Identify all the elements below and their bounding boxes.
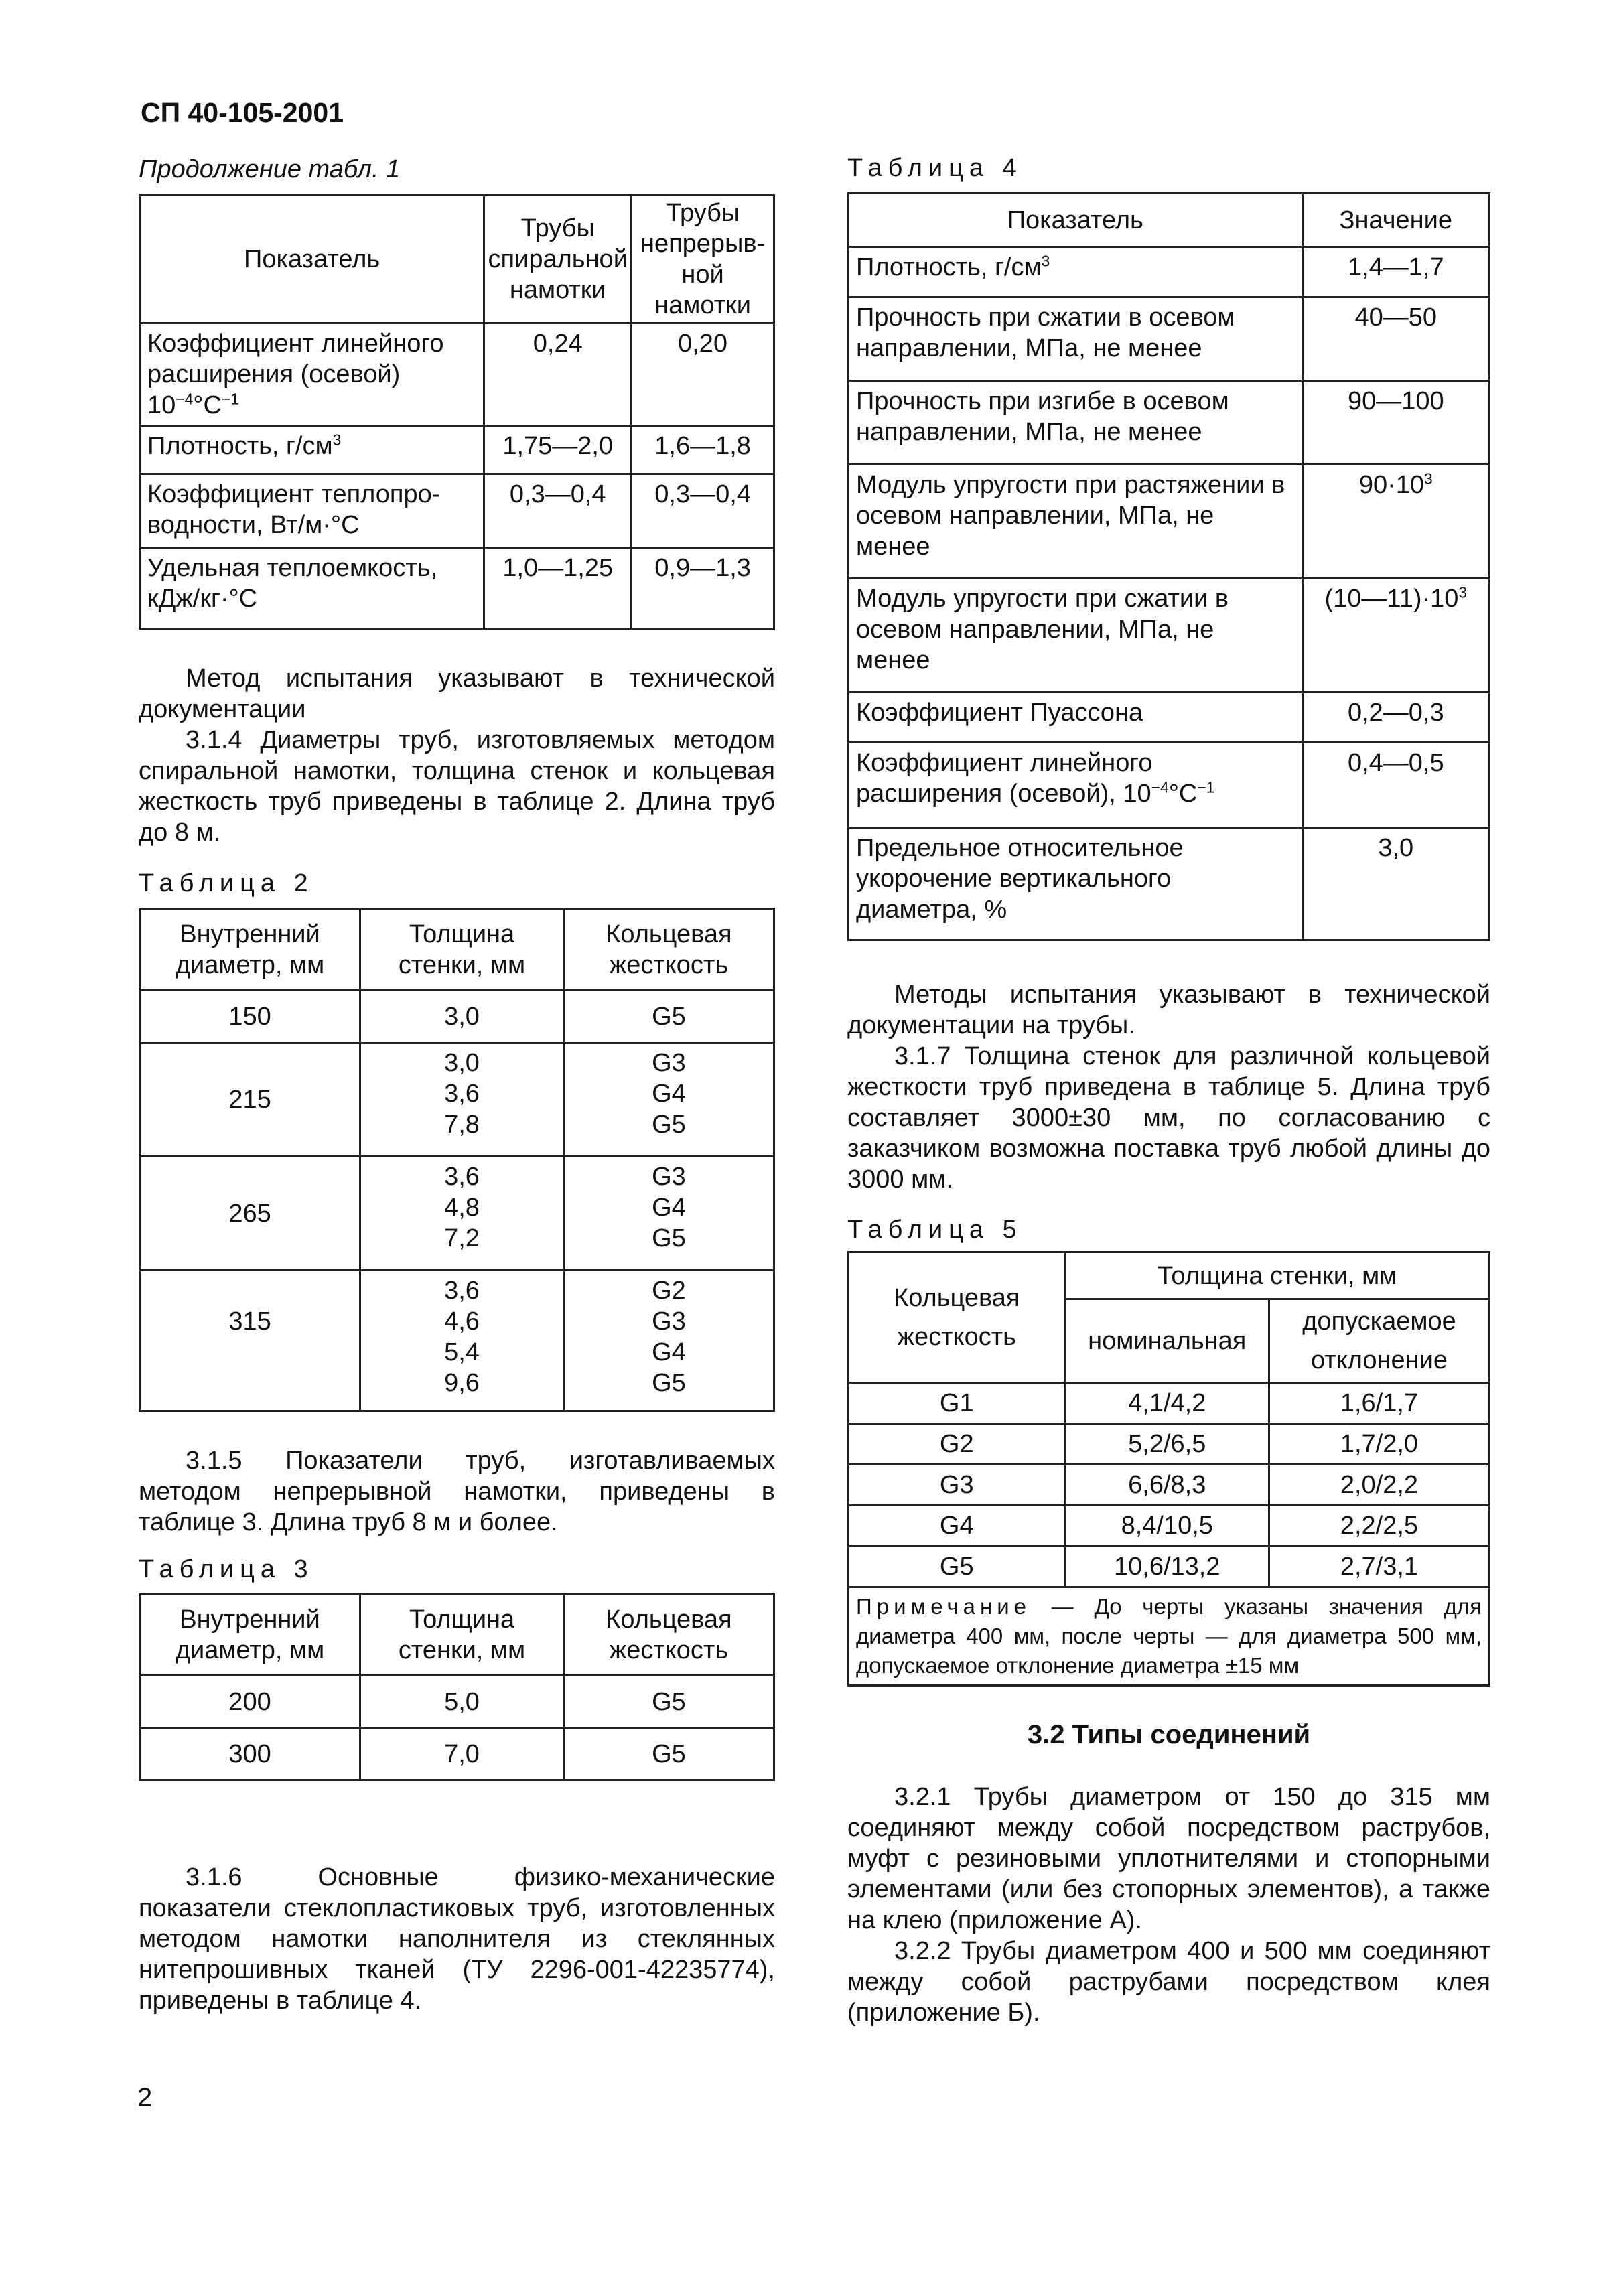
table3-cell-thickness: 7,0	[360, 1728, 564, 1780]
table2-caption: Таблица 2	[139, 869, 314, 898]
table4-cell-name: Модуль упругости при растяжении в осевом направлении, МПа, не менее	[849, 465, 1303, 579]
table-row	[140, 548, 774, 630]
table3-cell-stiffness: G5	[563, 1728, 774, 1780]
table1-cell-continuous: 0,9—1,3	[632, 548, 774, 630]
note-text: — До черты указаны значения для диаметра 400 мм, после черты — для диаметра 500 мм, допускаемое отклонение диаметра ±15 мм	[856, 1594, 1482, 1678]
table-row	[140, 1271, 774, 1411]
table4-cell-name: Прочность при сжатии в осевом направлении, МПа, не менее	[849, 297, 1303, 381]
paragraph: 3.1.4 Диаметры труб, изготовляемых методом спиральной намотки, толщина стенок и кольцевая жесткость труб приведены в таблице 2. Длина труб до 8 м.	[139, 726, 775, 847]
table-row	[140, 324, 774, 426]
table-row	[849, 465, 1490, 579]
table-row	[140, 991, 774, 1043]
table-row	[849, 1465, 1490, 1506]
table4-cell-value: 0,4—0,5	[1302, 743, 1489, 828]
table5-header-thickness-group: Толщина стенки, мм	[1065, 1252, 1489, 1299]
paragraph: 3.1.7 Толщина стенок для различной кольцевой жесткости труб приведена в таблице 5. Длина труб составляет 3000±30 мм, по согласованию с заказчиком возможна поставка труб любой длины до 3000 мм.	[847, 1042, 1490, 1194]
table4-cell-name: Предельное относительное укорочение вертикального диаметра, %	[849, 828, 1303, 940]
table1-header-indicator: Показатель	[140, 196, 484, 324]
table4-header-indicator: Показатель	[849, 194, 1303, 247]
table5-cell-stiffness: G2	[849, 1424, 1066, 1465]
table1-caption: Продолжение табл. 1	[139, 155, 401, 184]
table4	[847, 192, 1490, 941]
table5-caption: Таблица 5	[847, 1216, 1023, 1244]
paragraph: Метод испытания указывают в технической документации	[139, 664, 775, 723]
table3-header-stiffness: Кольцевая жесткость	[563, 1594, 774, 1676]
table5-cell-deviation: 2,0/2,2	[1269, 1465, 1489, 1506]
table1-cell-spiral: 1,0—1,25	[484, 548, 632, 630]
table-row	[140, 1043, 774, 1157]
table5-cell-stiffness: G4	[849, 1506, 1066, 1547]
table5	[847, 1251, 1490, 1687]
page-number: 2	[137, 2083, 153, 2112]
table-row	[849, 828, 1490, 940]
table2	[139, 908, 775, 1412]
text-block-316	[139, 1862, 775, 2016]
table4-cell-value: 1,4—1,7	[1302, 247, 1489, 297]
table5-header-stiffness: Кольцевая жесткость	[849, 1252, 1066, 1383]
table-row	[849, 1383, 1490, 1424]
text-block-after-table1	[139, 663, 775, 848]
text-block-315	[139, 1445, 775, 1538]
paragraph: 3.2.2 Трубы диаметром 400 и 500 мм соединяют между собой раструбами посредством клея (приложение Б).	[847, 1937, 1490, 2027]
table4-cell-value: 0,2—0,3	[1302, 693, 1489, 743]
table3-header-thickness: Толщина стенки, мм	[360, 1594, 564, 1676]
table2-cell-thickness: 3,0	[360, 991, 564, 1043]
table5-cell-deviation: 2,7/3,1	[1269, 1547, 1489, 1587]
section-title: 3.2 Типы соединений	[1027, 1720, 1311, 1749]
table3-header-diameter: Внутренний диаметр, мм	[140, 1594, 360, 1676]
table1-header-spiral: Трубы спиральной намотки	[484, 196, 632, 324]
table3-cell-stiffness: G5	[563, 1676, 774, 1728]
table-row	[849, 247, 1490, 297]
table5-cell-nominal: 6,6/8,3	[1065, 1465, 1269, 1506]
table1-cell-continuous: 1,6—1,8	[632, 426, 774, 474]
table-row	[140, 426, 774, 474]
table4-cell-value: $(10—11)\cdot 10^3$	[1302, 579, 1489, 693]
text-block-after-table4	[847, 979, 1490, 1195]
table2-cell-diameter: 150	[140, 991, 360, 1043]
table4-caption: Таблица 4	[847, 154, 1023, 182]
table2-cell-stiffness: G3 G4 G5	[563, 1157, 774, 1271]
table2-cell-stiffness: G5	[563, 991, 774, 1043]
table3-cell-diameter: 300	[140, 1728, 360, 1780]
table4-cell-name: Коэффициент линейного расширения (осевой), $10^{-4}^\circ C^{-1}$	[849, 743, 1303, 828]
table3	[139, 1593, 775, 1781]
table-row	[140, 474, 774, 548]
table4-cell-value: $90\cdot 10^3$	[1302, 465, 1489, 579]
table3-cell-diameter: 200	[140, 1676, 360, 1728]
note-label: Примечание	[856, 1594, 1032, 1619]
table5-note	[849, 1587, 1490, 1686]
table-row	[849, 1547, 1490, 1587]
table2-cell-diameter: 215	[140, 1043, 360, 1157]
table5-header-nominal: номинальная	[1065, 1299, 1269, 1383]
table1-cell-name: Удельная теплоемкость, кДж/кг·°С	[140, 548, 484, 630]
table5-cell-nominal: 10,6/13,2	[1065, 1547, 1269, 1587]
table1-cell-spiral: 0,3—0,4	[484, 474, 632, 548]
document-header: СП 40-105-2001	[141, 97, 344, 128]
table5-cell-nominal: 8,4/10,5	[1065, 1506, 1269, 1547]
table4-cell-value: 90—100	[1302, 381, 1489, 465]
table4-cell-name: Плотность, $г/см^3$	[849, 247, 1303, 297]
table-row	[849, 1424, 1490, 1465]
table1-cell-name: Плотность, $г/см^3$	[140, 426, 484, 474]
table1-cell-name: Коэффициент теплопро-водности, Вт/м·°С	[140, 474, 484, 548]
table2-header-diameter: Внутренний диаметр, мм	[140, 909, 360, 991]
table2-cell-stiffness: G3 G4 G5	[563, 1043, 774, 1157]
table-row	[849, 579, 1490, 693]
table5-cell-stiffness: G3	[849, 1465, 1066, 1506]
table-row	[140, 1728, 774, 1780]
table4-cell-name: Модуль упругости при сжатии в осевом направлении, МПа, не менее	[849, 579, 1303, 693]
table-row	[849, 693, 1490, 743]
table4-cell-value: 40—50	[1302, 297, 1489, 381]
table1	[139, 194, 775, 630]
table5-cell-deviation: 2,2/2,5	[1269, 1506, 1489, 1547]
table2-cell-diameter: 265	[140, 1157, 360, 1271]
table5-cell-deviation: 1,7/2,0	[1269, 1424, 1489, 1465]
table5-cell-deviation: 1,6/1,7	[1269, 1383, 1489, 1424]
paragraph: 3.2.1 Трубы диаметром от 150 до 315 мм соединяют между собой посредством раструбов, муфт с резиновыми уплотнителями и стопорными элементами (или без стопорных элементов), а также на клею (приложение А).	[847, 1783, 1490, 1934]
paragraph: 3.1.5 Показатели труб, изготавливаемых методом непрерывной намотки, приведены в таблице 3. Длина труб 8 м и более.	[139, 1447, 775, 1536]
table-row	[849, 743, 1490, 828]
table2-header-stiffness: Кольцевая жесткость	[563, 909, 774, 991]
table-row	[849, 381, 1490, 465]
table5-cell-nominal: 4,1/4,2	[1065, 1383, 1269, 1424]
table1-cell-continuous: 0,20	[632, 324, 774, 426]
table2-cell-thickness: 3,6 4,8 7,2	[360, 1157, 564, 1271]
paragraph: 3.1.6 Основные физико-механические показатели стеклопластиковых труб, изготовленных методом намотки наполнителя из стеклянных нитепрошивных тканей (ТУ 2296-001-42235774), приведены в таблице 4.	[139, 1863, 775, 2015]
table2-cell-diameter: 315	[140, 1271, 360, 1411]
table-row	[140, 1676, 774, 1728]
table4-cell-name: Коэффициент Пуассона	[849, 693, 1303, 743]
table2-cell-stiffness: G2 G3 G4 G5	[563, 1271, 774, 1411]
table1-cell-continuous: 0,3—0,4	[632, 474, 774, 548]
text-block-section-32	[847, 1782, 1490, 2028]
table2-header-thickness: Толщина стенки, мм	[360, 909, 564, 991]
table3-caption: Таблица 3	[139, 1555, 314, 1583]
table-row	[140, 1157, 774, 1271]
table5-cell-stiffness: G5	[849, 1547, 1066, 1587]
table1-cell-name: Коэффициент линейного расширения (осевой) $10^{-4}^\circ C^{-1}$	[140, 324, 484, 426]
table3-cell-thickness: 5,0	[360, 1676, 564, 1728]
table1-cell-spiral: 1,75—2,0	[484, 426, 632, 474]
table5-cell-stiffness: G1	[849, 1383, 1066, 1424]
table4-cell-name: Прочность при изгибе в осевом направлении, МПа, не менее	[849, 381, 1303, 465]
table1-header-continuous: Трубы непрерыв- ной намотки	[632, 196, 774, 324]
table2-cell-thickness: 3,0 3,6 7,8	[360, 1043, 564, 1157]
table1-cell-spiral: 0,24	[484, 324, 632, 426]
paragraph: Методы испытания указывают в технической документации на трубы.	[847, 981, 1490, 1039]
table-row	[849, 1506, 1490, 1547]
table5-header-deviation: допускаемое отклонение	[1269, 1299, 1489, 1383]
table4-header-value: Значение	[1302, 194, 1489, 247]
table5-cell-nominal: 5,2/6,5	[1065, 1424, 1269, 1465]
table2-cell-thickness: 3,6 4,6 5,4 9,6	[360, 1271, 564, 1411]
table-row	[849, 297, 1490, 381]
table4-cell-value: 3,0	[1302, 828, 1489, 940]
